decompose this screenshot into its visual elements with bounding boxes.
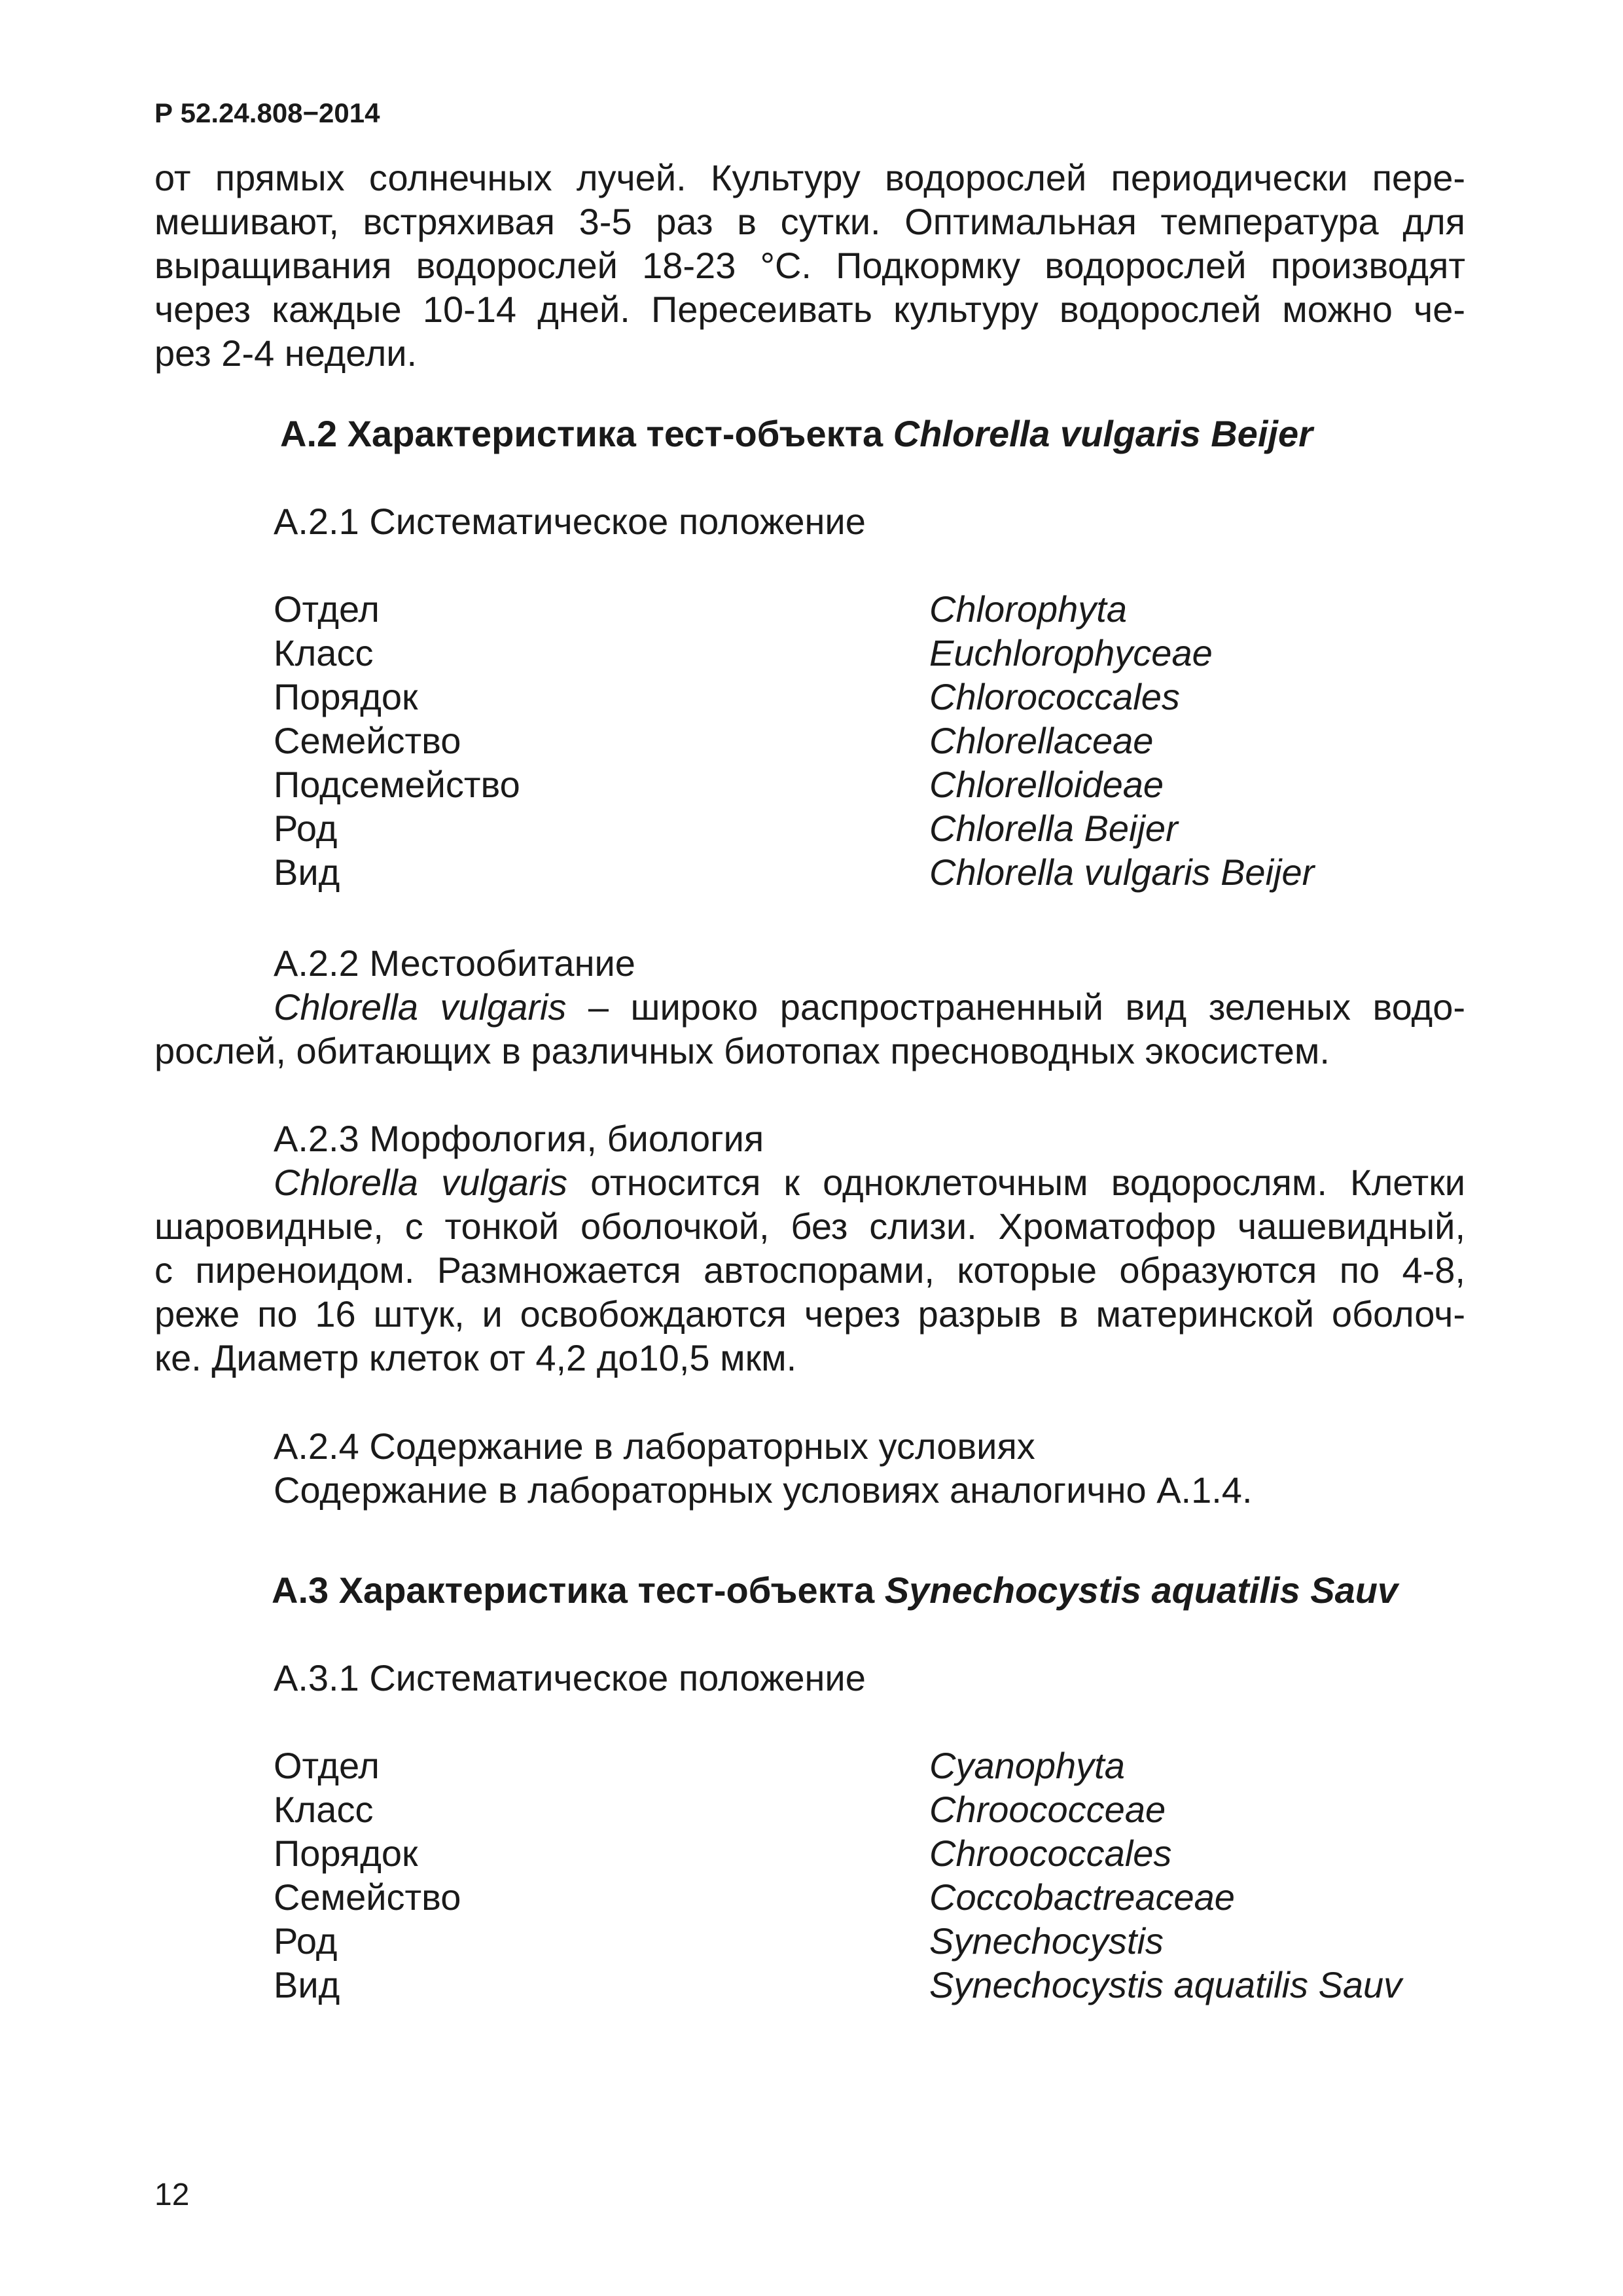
text-line: через каждые 10-14 дней. Пересеивать культуру водорослей можно че- bbox=[154, 289, 1465, 330]
morphology-paragraph bbox=[154, 1160, 1465, 1380]
taxon-rank: Вид bbox=[274, 1964, 340, 2005]
taxonomy-row bbox=[274, 1875, 1465, 1919]
text-fragment: относится к одноклеточным водорослям. Клетки bbox=[567, 1162, 1465, 1203]
text-line bbox=[154, 1160, 1465, 1204]
subsection-title-a23: А.2.3 Морфология, биология bbox=[274, 1118, 764, 1159]
taxon-rank: Вид bbox=[274, 852, 340, 893]
subsection-title-a31: А.3.1 Систематическое положение bbox=[274, 1657, 866, 1698]
text-line: мешивают, встряхивая 3-5 раз в сутки. Оптимальная температура для bbox=[154, 201, 1465, 242]
taxonomy-row bbox=[274, 762, 1465, 806]
text-line: от прямых солнечных лучей. Культуру водорослей периодически пере- bbox=[154, 157, 1465, 198]
taxon-rank: Род bbox=[274, 808, 338, 849]
text-line: рез 2-4 недели. bbox=[154, 332, 418, 374]
text-line: выращивания водорослей 18-23 °С. Подкормку водорослей производят bbox=[154, 245, 1465, 286]
taxon-name: Chroococcales bbox=[929, 1833, 1172, 1874]
taxon-rank: Отдел bbox=[274, 588, 380, 630]
taxon-rank: Класс bbox=[274, 632, 374, 673]
taxonomy-row bbox=[274, 1919, 1465, 1963]
subsection-title-a24: А.2.4 Содержание в лабораторных условиях bbox=[274, 1426, 1035, 1467]
taxonomy-row bbox=[274, 1744, 1465, 1787]
taxon-name: Chlorophyta bbox=[929, 588, 1127, 630]
taxon-name: Synechocystis aquatilis Sauv bbox=[929, 1964, 1402, 2005]
taxon-rank: Порядок bbox=[274, 676, 418, 717]
taxonomy-row bbox=[274, 675, 1465, 719]
taxon-name: Chroococceae bbox=[929, 1789, 1166, 1830]
taxon-name: Chlorelloideae bbox=[929, 764, 1164, 805]
text-line bbox=[154, 985, 1465, 1029]
page-number: 12 bbox=[154, 2178, 190, 2212]
taxon-rank: Отдел bbox=[274, 1745, 380, 1786]
taxonomy-row bbox=[274, 850, 1465, 894]
taxonomy-row bbox=[274, 719, 1465, 762]
taxon-rank: Семейство bbox=[274, 720, 461, 761]
taxonomy-row bbox=[274, 631, 1465, 675]
taxon-name: Cyanophyta bbox=[929, 1745, 1125, 1786]
intro-paragraph bbox=[154, 156, 1465, 375]
subsection-title-a22: А.2.2 Местообитание bbox=[274, 942, 635, 984]
text-line: с пиреноидом. Размножается автоспорами, которые образуются по 4-8, bbox=[154, 1249, 1465, 1291]
species-name: Chlorella vulgaris bbox=[274, 986, 567, 1028]
subsection-title-a21: А.2.1 Систематическое положение bbox=[274, 501, 866, 542]
heading-species: Chlorella vulgaris Beijer bbox=[893, 413, 1313, 454]
section-heading-a3 bbox=[272, 1568, 1398, 1612]
species-name: Chlorella vulgaris bbox=[274, 1162, 568, 1203]
habitat-paragraph bbox=[154, 985, 1465, 1073]
taxon-name: Chlorella Beijer bbox=[929, 808, 1178, 849]
taxon-name: Chlorella vulgaris Beijer bbox=[929, 852, 1315, 893]
text-line: ке. Диаметр клеток от 4,2 до10,5 мкм. bbox=[154, 1337, 797, 1378]
taxon-rank: Порядок bbox=[274, 1833, 418, 1874]
taxon-name: Chlorococcales bbox=[929, 676, 1180, 717]
taxon-rank: Подсемейство bbox=[274, 764, 520, 805]
heading-prefix: А.2 Характеристика тест-объекта bbox=[280, 413, 893, 454]
text-line: Содержание в лабораторных условиях аналогично А.1.4. bbox=[274, 1469, 1253, 1511]
taxonomy-row bbox=[274, 1963, 1465, 2007]
text-line: шаровидные, с тонкой оболочкой, без слизи. Хроматофор чашевидный, bbox=[154, 1206, 1465, 1247]
taxon-name: Synechocystis bbox=[929, 1920, 1164, 1962]
taxon-rank: Семейство bbox=[274, 1876, 461, 1918]
taxonomy-row bbox=[274, 1831, 1465, 1875]
taxon-name: Chlorellaceae bbox=[929, 720, 1154, 761]
taxonomy-row bbox=[274, 806, 1465, 850]
heading-prefix: А.3 Характеристика тест-объекта bbox=[272, 1570, 885, 1611]
taxon-name: Coccobactreaceae bbox=[929, 1876, 1235, 1918]
text-line: реже по 16 штук, и освобождаются через разрыв в материнской оболоч- bbox=[154, 1293, 1465, 1335]
taxonomy-row bbox=[274, 1787, 1465, 1831]
heading-species: Synechocystis aquatilis Sauv bbox=[884, 1570, 1399, 1611]
taxonomy-table-synechocystis bbox=[274, 1744, 1465, 2007]
taxon-rank: Класс bbox=[274, 1789, 374, 1830]
taxon-rank: Род bbox=[274, 1920, 338, 1962]
lab-conditions-paragraph bbox=[154, 1468, 1465, 1512]
section-heading-a2 bbox=[280, 412, 1313, 456]
text-line: рослей, обитающих в различных биотопах пресноводных экосистем. bbox=[154, 1030, 1330, 1071]
taxonomy-row bbox=[274, 587, 1465, 631]
taxonomy-table-chlorella bbox=[274, 587, 1465, 894]
taxon-name: Euchlorophyceae bbox=[929, 632, 1213, 673]
document-code: Р 52.24.808−2014 bbox=[154, 98, 380, 128]
text-fragment: – широко распространенный вид зеленых водо- bbox=[566, 986, 1465, 1028]
